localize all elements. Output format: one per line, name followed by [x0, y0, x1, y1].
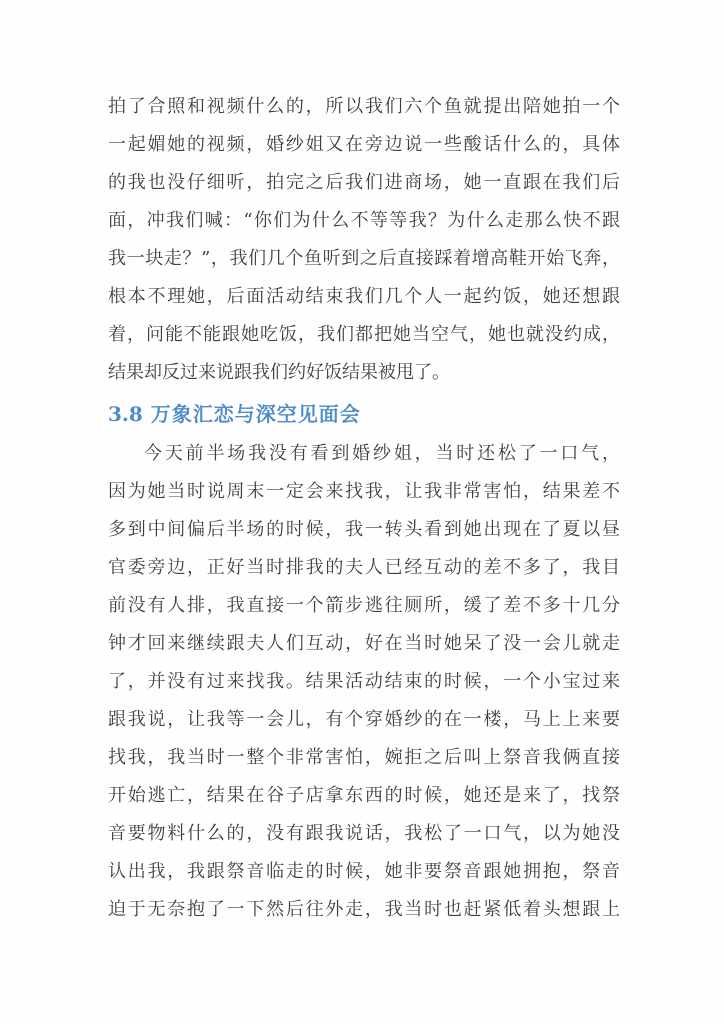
text-line: 认出我，我跟祭音临走的时候，她非要祭音跟她拥抱，祭音 — [108, 861, 620, 882]
text-line: 钟才回来继续跟夫人们互动，好在当时她呆了没一会儿就走 — [108, 633, 620, 654]
text-line: 官委旁边，正好当时排我的夫人已经互动的差不多了，我目 — [108, 557, 620, 578]
text-line: 的我也没仔细听，拍完之后我们进商场，她一直跟在我们后 — [108, 172, 620, 193]
text-line: 多到中间偏后半场的时候，我一转头看到她出现在了夏以昼 — [108, 519, 620, 540]
text-line: 拍了合照和视频什么的，所以我们六个鱼就提出陪她拍一个 — [108, 96, 620, 117]
text-line: 前没有人排，我直接一个箭步逃往厕所，缓了差不多十几分 — [108, 595, 620, 616]
text-line: 根本不理她，后面活动结束我们几个人一起约饭，她还想跟 — [108, 286, 620, 307]
text-line: 跟我说，让我等一会儿，有个穿婚纱的在一楼，马上上来要 — [108, 709, 620, 730]
text-line: 结果却反过来说跟我们约好饭结果被甩了。 — [108, 362, 450, 383]
document-content — [108, 88, 620, 929]
paragraph-main — [108, 435, 620, 929]
text-line: 迫于无奈抱了一下然后往外走，我当时也赶紧低着头想跟上 — [108, 899, 620, 920]
text-line: 因为她当时说周末一定会来找我，让我非常害怕，结果差不 — [108, 481, 620, 502]
text-line: 音要物料什么的，没有跟我说话，我松了一口气，以为她没 — [108, 823, 620, 844]
text-line: 我一块走？”，我们几个鱼听到之后直接踩着增高鞋开始飞奔， — [108, 248, 620, 269]
text-line: 开始逃亡，结果在谷子店拿东西的时候，她还是来了，找祭 — [108, 785, 620, 806]
text-line: 找我，我当时一整个非常害怕，婉拒之后叫上祭音我俩直接 — [108, 747, 620, 768]
section-heading — [108, 400, 620, 428]
paragraph-continuation — [108, 88, 620, 392]
text-line: 一起媚她的视频，婚纱姐又在旁边说一些酸话什么的，具体 — [108, 134, 620, 155]
text-line: 面，冲我们喊：“你们为什么不等等我？为什么走那么快不跟 — [108, 210, 620, 231]
section-title: 万象汇恋与深空见面会 — [150, 402, 361, 426]
text-line: 了，并没有过来找我。结果活动结束的时候，一个小宝过来 — [108, 671, 620, 692]
text-line: 今天前半场我没有看到婚纱姐，当时还松了一口气， — [144, 443, 620, 464]
section-number: 3.8 — [108, 402, 143, 426]
text-line: 着，问能不能跟她吃饭，我们都把她当空气，她也就没约成， — [108, 324, 620, 345]
